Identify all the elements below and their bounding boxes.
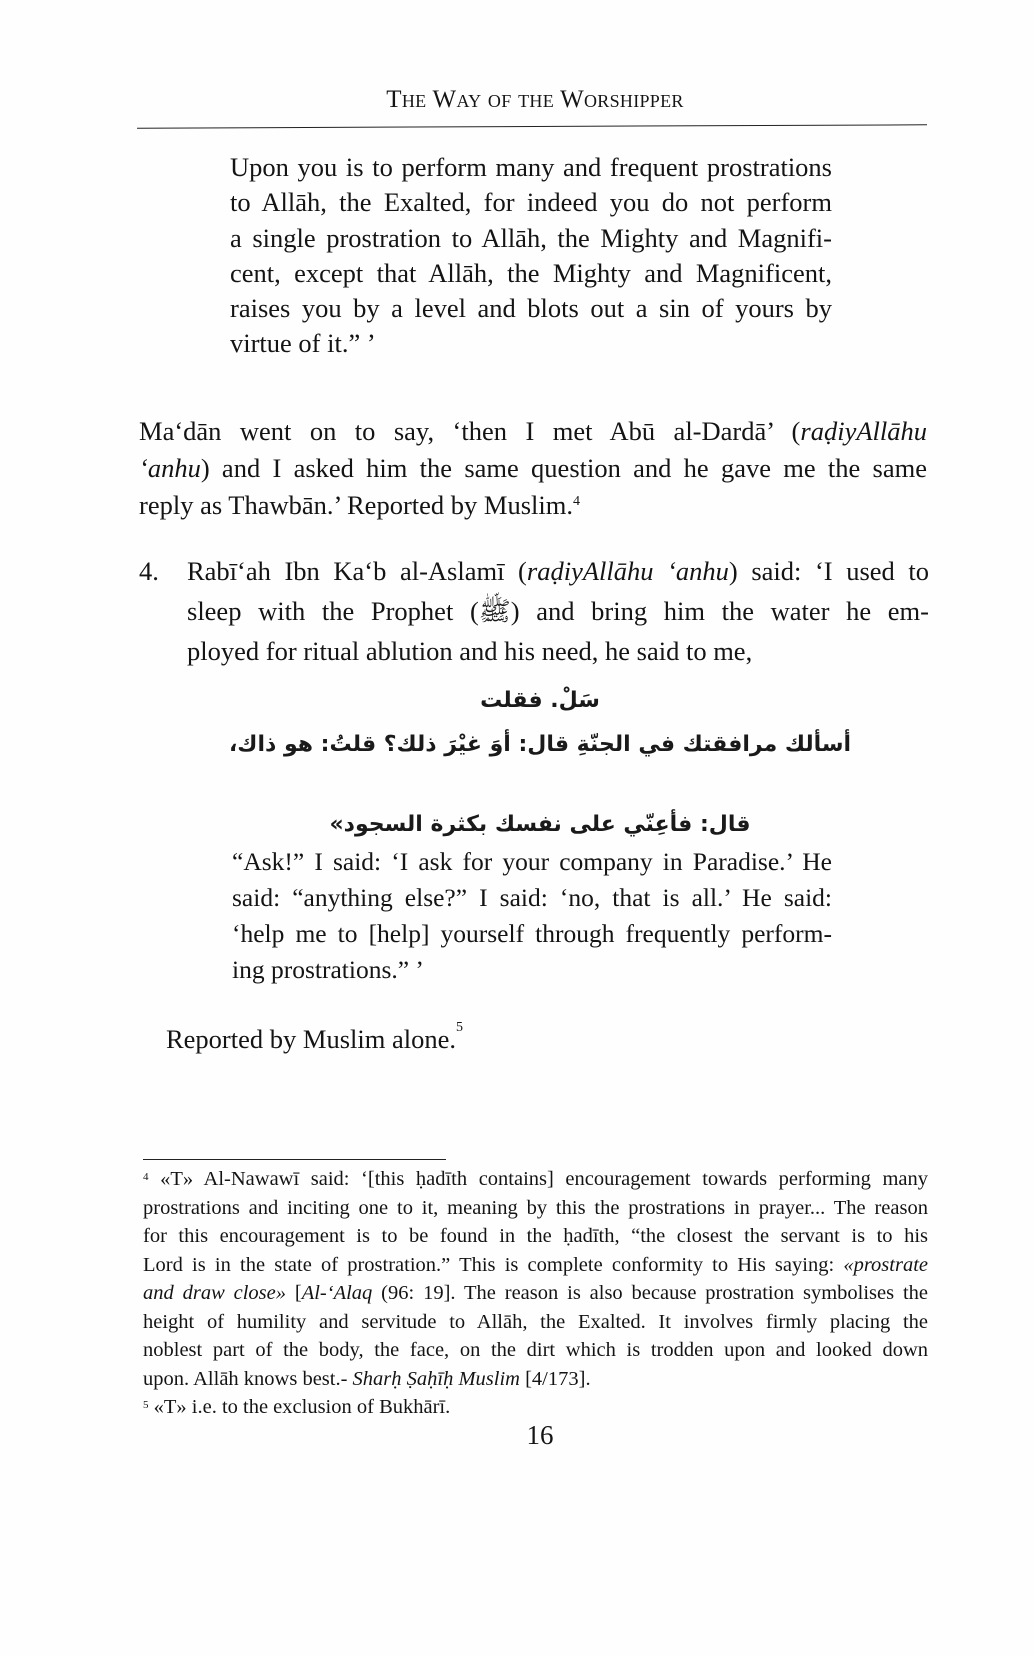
quote-line: a single prostration to Allāh, the Mighty and Magnifi-: [230, 222, 832, 253]
footnote-line: [143, 1165, 928, 1194]
footnote-ref-5[interactable]: 5: [456, 1020, 463, 1035]
footnote-ref-4[interactable]: 4: [572, 494, 580, 509]
text: «T» Al-Nawawī said: ‘[this ḥadīth contains] encouragement towards performing many: [160, 1168, 929, 1190]
source-title-italic: Sharḥ Ṣaḥīḥ Muslim: [352, 1367, 520, 1390]
translation-line: ‘help me to [help] yourself through frequently perform-: [232, 919, 832, 948]
footnote-line: height of humility and servitude to Allāh, the Exalted. It involves firmly placing the: [143, 1310, 928, 1333]
footnote-number: 5: [143, 1399, 149, 1411]
honorific-italic: raḍiyAllāhu: [800, 416, 927, 446]
quran-quote-italic: «prostrate: [843, 1253, 928, 1276]
text: ) said: ‘I used to: [728, 556, 930, 586]
list-item-text: [187, 551, 929, 671]
footnote-line: and draw close» [Al-‘Alaq (96: 19]. The reason is also because prostration symbolises the: [143, 1282, 929, 1304]
translation-line: ing prostrations.” ’: [232, 955, 424, 984]
madan-line-1: [139, 413, 927, 450]
header-rule: [137, 124, 927, 128]
reported-by-muslim-alone: [166, 1020, 463, 1055]
item-line-2: sleep with the Prophet (ﷺ) and bring him the water he em-: [187, 596, 929, 626]
madan-line-3: [139, 487, 927, 524]
footnote-line: [143, 1365, 928, 1394]
text: «T» i.e. to the exclusion of Bukhārī.: [153, 1396, 451, 1418]
footnote-number: 4: [143, 1171, 149, 1183]
text: Lord is in the state of prostration.” This is complete conformity to His saying:: [143, 1253, 844, 1276]
quote-line: Upon you is to perform many and frequent prostrations: [230, 152, 832, 182]
footnote-4: [143, 1165, 928, 1393]
footnote-line: noblest part of the body, the face, on the dirt which is trodden upon and looked down: [143, 1339, 928, 1361]
quran-quote-italic: and draw close»: [143, 1282, 287, 1304]
quote-line: cent, except that Allāh, the Mighty and Magnificent,: [230, 257, 832, 288]
page-number: 16: [526, 1420, 554, 1450]
list-number: 4.: [139, 556, 159, 586]
arabic-line-3: قال: فأعِنّي على نفسك بكثرة السجود»: [329, 812, 751, 837]
translation-block: [232, 844, 832, 988]
honorific-italic: ‘anhu: [139, 453, 201, 483]
footnote-line: [143, 1393, 928, 1422]
madan-paragraph: [139, 413, 927, 524]
footnote-rule: [143, 1159, 446, 1160]
footnote-line: prostrations and inciting one to it, meaning by this the prostrations in prayer... The reason: [143, 1196, 928, 1219]
text: reply as Thawbān.’ Reported by Muslim.: [139, 490, 573, 520]
item-line-3: ployed for ritual ablution and his need, he said to me,: [187, 636, 753, 666]
translation-line: said: “anything else?” I said: ‘no, that is all.’ He said:: [232, 883, 832, 912]
text: [4/173].: [519, 1367, 591, 1390]
footnote-5: [143, 1393, 928, 1422]
text: (96: 19]. The reason is also because prostration symbolises the: [372, 1282, 929, 1304]
footnote-line: for this encouragement is to be found in the ḥadīth, “the closest the servant is to his: [143, 1225, 928, 1247]
madan-line-2: [139, 450, 927, 487]
arabic-line-1: سَلْ. فقلت: [480, 688, 600, 713]
translation-line: “Ask!” I said: ‘I ask for your company in Paradise.’ He: [232, 847, 832, 876]
text: Ma‘dān went on to say, ‘then I met Abū al-Dardā’ (: [139, 416, 801, 446]
arabic-line-2: أسألك مرافقتك في الجنّةِ قال: أوَ غيْرَ ذلك؟ قلتُ: هو ذاك،: [228, 732, 852, 757]
running-head: The Way of the Worshipper: [386, 86, 684, 113]
quote-block: [230, 150, 832, 362]
honorific-italic: raḍiyAllāhu ‘anhu: [526, 556, 729, 586]
text: Rabī‘ah Ibn Ka‘b al-Aslamī (: [187, 556, 527, 586]
text: upon. Allāh knows best.-: [143, 1367, 353, 1390]
text: Reported by Muslim alone.: [166, 1024, 456, 1054]
footnotes: [143, 1165, 928, 1422]
quote-line: to Allāh, the Exalted, for indeed you do not perform: [230, 187, 832, 218]
footnote-line: [143, 1251, 928, 1280]
item-line-1: [187, 551, 929, 591]
quote-line: raises you by a level and blots out a sin of yours by: [230, 293, 832, 324]
text: ) and I asked him the same question and he gave me the same: [200, 453, 927, 483]
quote-line: virtue of it.” ’: [230, 328, 376, 359]
surah-name-italic: Al-‘Alaq: [301, 1282, 373, 1304]
